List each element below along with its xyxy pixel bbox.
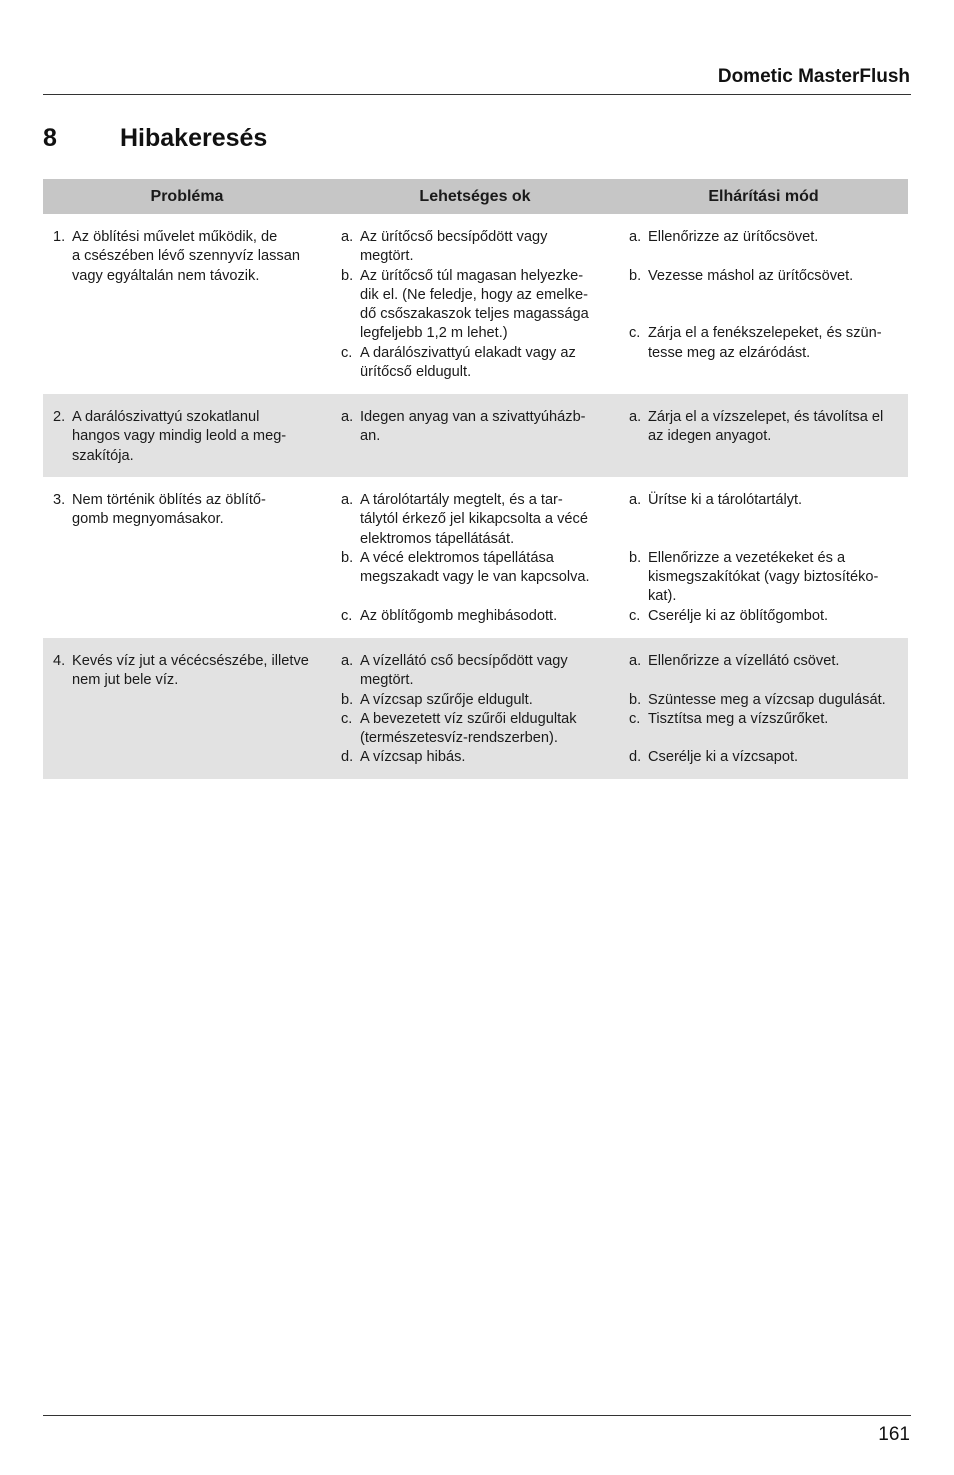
cause-cell [331,214,619,394]
text-line: dő csőszakaszok teljes magassága [360,306,589,323]
item-marker: c. [341,607,353,624]
problem-cell [43,394,331,477]
text-line: A tárolótartály megtelt, és a tar- [360,492,563,508]
remedy-item [629,710,900,729]
table-row [43,477,908,638]
remedy-item [629,267,900,286]
problem-item [53,228,323,286]
table-row [43,394,908,477]
cause-item [341,408,611,447]
section-title: Hibakeresés [120,124,268,152]
text-line: Az ürítőcső túl magasan helyezke- [360,267,584,284]
remedy-item [629,549,900,607]
item-marker: a. [629,229,642,245]
item-marker: 3. [53,492,66,508]
text-line: A bevezetett víz szűrői eldugultak [360,710,577,727]
item-text [360,344,611,383]
text-line: szakítója. [72,447,134,464]
text-line: vagy egyáltalán nem távozik. [72,267,260,284]
text-line: tálytól érkező jel kikapcsolta a vécé [360,511,588,528]
remedy-cell [619,477,908,638]
item-text [360,691,611,710]
text-line: Ellenőrizze az ürítőcsövet. [648,229,819,245]
text-line: nem jut bele víz. [72,672,179,689]
item-marker: d. [341,749,354,766]
text-line: megszakadt vagy le van kapcsolva. [360,569,590,586]
item-text [72,228,323,286]
text-line: Ürítse ki a tárolótartályt. [648,492,803,508]
text-line: A vízcsap szűrője eldugult. [360,691,533,708]
item-marker: 2. [53,409,66,425]
text-line: megtört. [360,672,414,689]
item-text [648,549,900,607]
remedy-cell [619,214,908,394]
table-row [43,214,908,394]
item-text [648,228,900,247]
text-line: az idegen anyagot. [648,428,772,445]
section-number: 8 [43,124,57,152]
cause-cell [331,394,619,477]
item-marker: a. [629,409,642,425]
column-header-cause: Lehetséges ok [419,187,531,205]
text-line: A darálószivattyú elakadt vagy az [360,344,576,361]
item-text [648,748,900,767]
text-line: hangos vagy mindig leold a meg- [72,428,287,445]
problem-item [53,491,323,530]
cause-item [341,267,611,344]
item-text [360,652,611,691]
item-text [648,324,900,363]
text-line: Az öblítőgomb meghibásodott. [360,607,558,624]
section-heading [43,124,267,153]
cause-cell [331,477,619,638]
item-marker: a. [629,492,642,508]
text-line: A darálószivattyú szokatlanul [72,409,260,425]
text-line: a csészében lévő szennyvíz lassan [72,248,300,265]
item-marker: a. [629,653,642,669]
cause-item [341,491,611,549]
item-text [360,408,611,447]
text-line: Vezesse máshol az ürítőcsövet. [648,267,854,284]
item-marker: b. [629,691,642,708]
page-number: 161 [878,1424,910,1445]
cause-item [341,344,611,383]
column-header-problem: Probléma [150,187,224,205]
item-text [360,710,611,749]
text-line: A vízcsap hibás. [360,749,466,766]
item-text [648,408,900,447]
item-marker: b. [629,267,642,284]
text-line: tesse meg az elzáródást. [648,344,811,361]
item-text [72,491,323,530]
item-text [72,652,323,691]
text-line: Ellenőrizze a vízellátó csövet. [648,653,840,669]
item-text [360,549,611,588]
item-text [360,491,611,549]
item-marker: b. [341,691,354,708]
item-marker: c. [629,607,641,624]
item-text [648,652,900,671]
table-header [43,179,908,214]
troubleshooting-table [43,179,908,779]
cause-item [341,748,611,767]
problem-item [53,652,323,691]
text-line: megtört. [360,248,414,265]
item-marker: a. [341,653,354,669]
text-line: Idegen anyag van a szivattyúházb- [360,409,586,425]
item-marker: a. [341,409,354,425]
cause-item [341,691,611,710]
remedy-item [629,491,900,510]
text-line: kat). [648,588,677,605]
item-marker: c. [341,710,353,727]
text-line: A vécé elektromos tápellátása [360,549,554,566]
item-text [648,710,900,729]
text-line: Nem történik öblítés az öblítő- [72,492,266,508]
remedy-item [629,408,900,447]
cause-item [341,549,611,588]
text-line: an. [360,428,381,445]
text-line: Szüntesse meg a vízcsap dugulását. [648,691,886,708]
cause-item [341,652,611,691]
item-text [360,748,611,767]
text-line: elektromos tápellátását. [360,530,515,547]
text-line: Ellenőrizze a vezetékeket és a [648,549,846,566]
text-line: ürítőcső eldugult. [360,364,472,381]
problem-cell [43,638,331,779]
item-text [360,228,611,267]
text-line: gomb megnyomásakor. [72,511,224,528]
remedy-cell [619,394,908,477]
footer-rule [43,1415,911,1416]
cause-item [341,228,611,267]
item-text [648,607,900,626]
problem-item [53,408,323,466]
text-line: Cserélje ki a vízcsapot. [648,749,799,766]
cause-item [341,710,611,749]
item-text [648,267,900,286]
text-line: (természetesvíz-rendszerben). [360,730,558,747]
text-line: kismegszakítókat (vagy biztosítéko- [648,569,879,586]
problem-cell [43,214,331,394]
remedy-cell [619,638,908,779]
remedy-item [629,324,900,363]
remedy-item [629,748,900,767]
header-rule [43,94,911,95]
remedy-item [629,228,900,247]
text-line: Cserélje ki az öblítőgombot. [648,607,829,624]
item-marker: b. [341,267,354,284]
cause-cell [331,638,619,779]
item-text [72,408,323,466]
column-header-remedy: Elhárítási mód [708,187,819,205]
table-row [43,638,908,779]
item-marker: c. [629,325,641,342]
item-marker: c. [629,710,641,727]
item-marker: b. [629,549,642,566]
problem-cell [43,477,331,638]
text-line: legfeljebb 1,2 m lehet.) [360,325,508,342]
remedy-item [629,652,900,671]
text-line: Tisztítsa meg a vízszűrőket. [648,710,829,727]
header-title: Dometic MasterFlush [717,66,910,87]
text-line: Az öblítési művelet működik, de [72,229,278,245]
item-marker: 4. [53,653,66,669]
text-line: dik el. (Ne feledje, hogy az emelke- [360,286,588,303]
text-line: Zárja el a fenékszelepeket, és szün- [648,325,882,342]
item-marker: d. [629,749,642,766]
item-marker: b. [341,549,354,566]
item-marker: a. [341,229,354,245]
item-marker: c. [341,344,353,361]
text-line: Az ürítőcső becsípődött vagy [360,229,548,245]
item-text [648,491,900,510]
item-marker: 1. [53,229,66,245]
item-text [360,607,611,626]
item-marker: a. [341,492,354,508]
text-line: A vízellátó cső becsípődött vagy [360,653,568,669]
cause-item [341,607,611,626]
remedy-item [629,607,900,626]
text-line: Zárja el a vízszelepet, és távolítsa el [648,409,884,425]
remedy-item [629,691,900,710]
text-line: Kevés víz jut a vécécsészébe, illetve [72,653,309,669]
item-text [648,691,900,710]
item-text [360,267,611,344]
